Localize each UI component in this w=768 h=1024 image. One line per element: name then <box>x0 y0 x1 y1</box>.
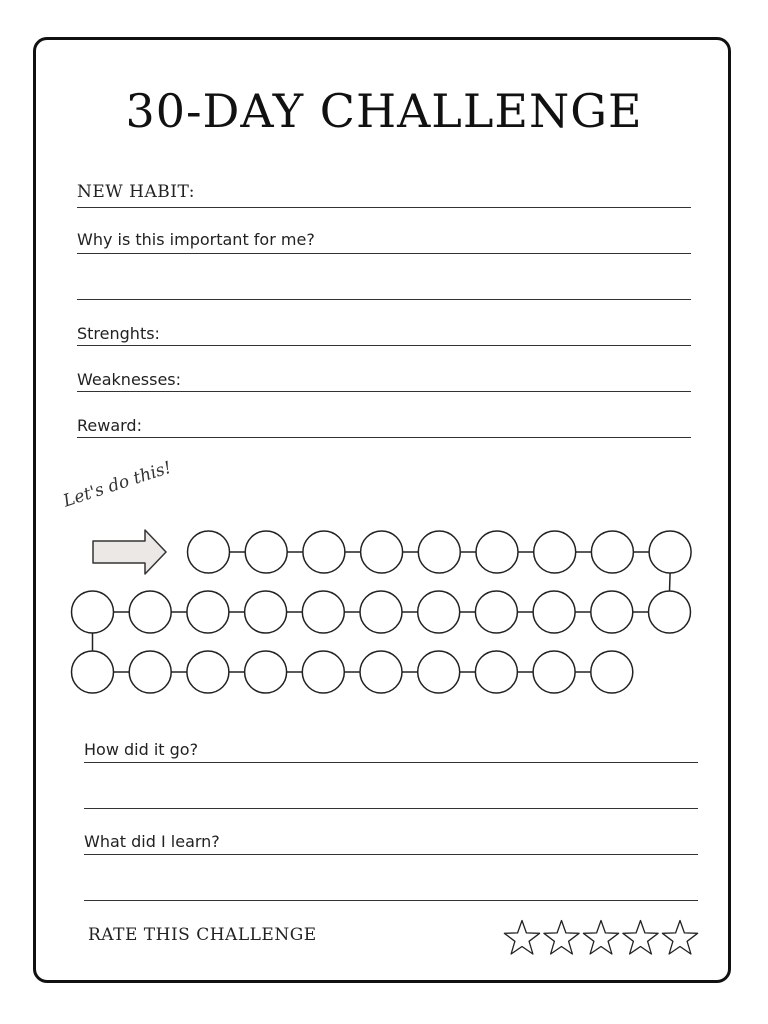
day-17-circle[interactable] <box>245 591 287 633</box>
day-1-circle[interactable] <box>188 531 230 573</box>
how-did-it-go-line-1[interactable] <box>84 762 698 763</box>
star-2-icon[interactable] <box>544 921 579 955</box>
star-1-icon[interactable] <box>504 921 539 955</box>
what-did-i-learn-line-1[interactable] <box>84 854 698 855</box>
day-2-circle[interactable] <box>245 531 287 573</box>
rate-challenge-label: RATE THIS CHALLENGE <box>88 925 317 945</box>
day-15-circle[interactable] <box>360 591 402 633</box>
new-habit-label: NEW HABIT: <box>77 182 195 202</box>
day-23-circle[interactable] <box>187 651 229 693</box>
tracker-connector <box>670 573 671 591</box>
day-13-circle[interactable] <box>475 591 517 633</box>
weaknesses-label: Weaknesses: <box>77 370 182 389</box>
reward-label: Reward: <box>77 416 142 435</box>
day-27-circle[interactable] <box>418 651 460 693</box>
what-did-i-learn-label: What did I learn? <box>84 832 220 851</box>
day-18-circle[interactable] <box>187 591 229 633</box>
day-12-circle[interactable] <box>533 591 575 633</box>
day-11-circle[interactable] <box>591 591 633 633</box>
day-22-circle[interactable] <box>129 651 171 693</box>
day-29-circle[interactable] <box>533 651 575 693</box>
day-28-circle[interactable] <box>475 651 517 693</box>
day-16-circle[interactable] <box>302 591 344 633</box>
arrow-icon <box>93 530 166 574</box>
star-3-icon[interactable] <box>583 921 618 955</box>
what-did-i-learn-line-2[interactable] <box>84 900 698 901</box>
day-20-circle[interactable] <box>72 591 114 633</box>
day-4-circle[interactable] <box>361 531 403 573</box>
star-4-icon[interactable] <box>623 921 658 955</box>
how-did-it-go-label: How did it go? <box>84 740 199 759</box>
day-14-circle[interactable] <box>418 591 460 633</box>
day-9-circle[interactable] <box>649 531 691 573</box>
page-title: 30-DAY CHALLENGE <box>125 84 643 138</box>
day-21-circle[interactable] <box>72 651 114 693</box>
day-3-circle[interactable] <box>303 531 345 573</box>
day-10-circle[interactable] <box>649 591 691 633</box>
motivation-text: Let's do this! <box>60 457 174 512</box>
strengths-label: Strenghts: <box>77 324 160 343</box>
day-5-circle[interactable] <box>418 531 460 573</box>
how-did-it-go-line-2[interactable] <box>84 808 698 809</box>
day-30-circle[interactable] <box>591 651 633 693</box>
day-25-circle[interactable] <box>302 651 344 693</box>
star-5-icon[interactable] <box>662 921 697 955</box>
day-8-circle[interactable] <box>591 531 633 573</box>
day-26-circle[interactable] <box>360 651 402 693</box>
day-24-circle[interactable] <box>245 651 287 693</box>
why-important-label: Why is this important for me? <box>77 230 315 249</box>
day-19-circle[interactable] <box>129 591 171 633</box>
day-7-circle[interactable] <box>534 531 576 573</box>
day-6-circle[interactable] <box>476 531 518 573</box>
